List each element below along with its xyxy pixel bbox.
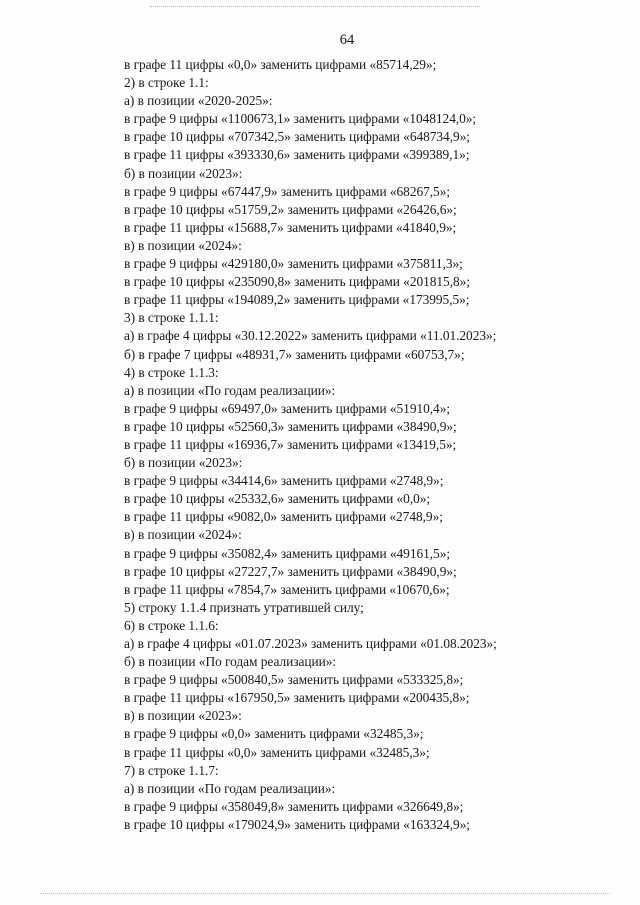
text-line: в графе 9 цифры «358049,8» заменить цифрами «326649,8»; (124, 798, 464, 814)
text-line: в графе 10 цифры «179024,9» заменить цифрами «163324,9»; (124, 816, 470, 832)
text-line: в графе 11 цифры «7854,7» заменить цифрами «10670,6»; (124, 581, 450, 597)
text-line: в графе 11 цифры «16936,7» заменить цифрами «13419,5»; (124, 436, 457, 452)
text-line: в) в позиции «2023»: (124, 708, 242, 724)
page-number: 64 (339, 32, 355, 48)
text-line: в графе 9 цифры «67447,9» заменить цифрами «68267,5»; (124, 183, 451, 199)
text-line: 7) в строке 1.1.7: (124, 762, 219, 778)
text-line: б) в позиции «По годам реализации»: (124, 654, 337, 670)
text-line: в графе 10 цифры «52560,3» заменить цифрами «38490,9»; (124, 418, 457, 434)
text-line: в графе 9 цифры «35082,4» заменить цифрами «49161,5»; (124, 545, 451, 561)
text-line: в графе 10 цифры «25332,6» заменить цифрами «0,0»; (124, 491, 431, 507)
text-line: в графе 10 цифры «27227,7» заменить цифрами «38490,9»; (124, 563, 457, 579)
scan-artifact-bottom (40, 893, 610, 895)
text-line: 3) в строке 1.1.1: (124, 310, 219, 326)
scan-artifact-top (150, 6, 480, 8)
text-line: б) в графе 7 цифры «48931,7» заменить цифрами «60753,7»; (124, 346, 465, 362)
text-line: 5) строку 1.1.4 признать утратившей силу; (124, 599, 364, 615)
text-line: 4) в строке 1.1.3: (124, 364, 219, 380)
text-line: в графе 9 цифры «0,0» заменить цифрами «32485,3»; (124, 726, 424, 742)
text-line: в графе 9 цифры «69497,0» заменить цифрами «51910,4»; (124, 400, 451, 416)
text-line: б) в позиции «2023»: (124, 165, 243, 181)
text-line: в) в позиции «2024»: (124, 237, 242, 253)
text-line: в графе 11 цифры «0,0» заменить цифрами «85714,29»; (124, 57, 437, 72)
text-line: а) в графе 4 цифры «30.12.2022» заменить цифрами «11.01.2023»; (124, 328, 497, 344)
text-line: 6) в строке 1.1.6: (124, 617, 219, 633)
text-line: в графе 10 цифры «51759,2» заменить цифрами «26426,6»; (124, 201, 457, 217)
text-line: в графе 11 цифры «393330,6» заменить цифрами «399389,1»; (124, 147, 470, 163)
text-line: в графе 9 цифры «1100673,1» заменить цифрами «1048124,0»; (124, 111, 477, 127)
text-line: а) в позиции «По годам реализации»: (124, 382, 336, 398)
text-line: а) в позиции «По годам реализации»: (124, 780, 336, 796)
text-line: в графе 11 цифры «0,0» заменить цифрами «32485,3»; (124, 744, 430, 760)
text-line: в графе 9 цифры «500840,5» заменить цифрами «533325,8»; (124, 672, 464, 688)
text-line: а) в графе 4 цифры «01.07.2023» заменить цифрами «01.08.2023»; (124, 636, 497, 651)
text-line: в графе 9 цифры «429180,0» заменить цифрами «375811,3»; (124, 256, 463, 272)
text-line: в) в позиции «2024»: (124, 527, 242, 543)
text-line: в графе 11 цифры «194089,2» заменить цифрами «173995,5»; (124, 292, 470, 308)
text-line: а) в позиции «2020-2025»: (124, 93, 273, 109)
text-line: в графе 10 цифры «235090,8» заменить цифрами «201815,8»; (124, 274, 470, 290)
text-line: 2) в строке 1.1: (124, 75, 209, 91)
text-line: в графе 10 цифры «707342,5» заменить цифрами «648734,9»; (124, 129, 470, 145)
text-line: в графе 9 цифры «34414,6» заменить цифрами «2748,9»; (124, 473, 444, 489)
document-body (124, 56, 624, 834)
text-line: в графе 11 цифры «15688,7» заменить цифрами «41840,9»; (124, 219, 457, 235)
text-line: в графе 11 цифры «167950,5» заменить цифрами «200435,8»; (124, 690, 470, 706)
text-line: б) в позиции «2023»: (124, 455, 243, 471)
text-line: в графе 11 цифры «9082,0» заменить цифрами «2748,9»; (124, 509, 443, 525)
